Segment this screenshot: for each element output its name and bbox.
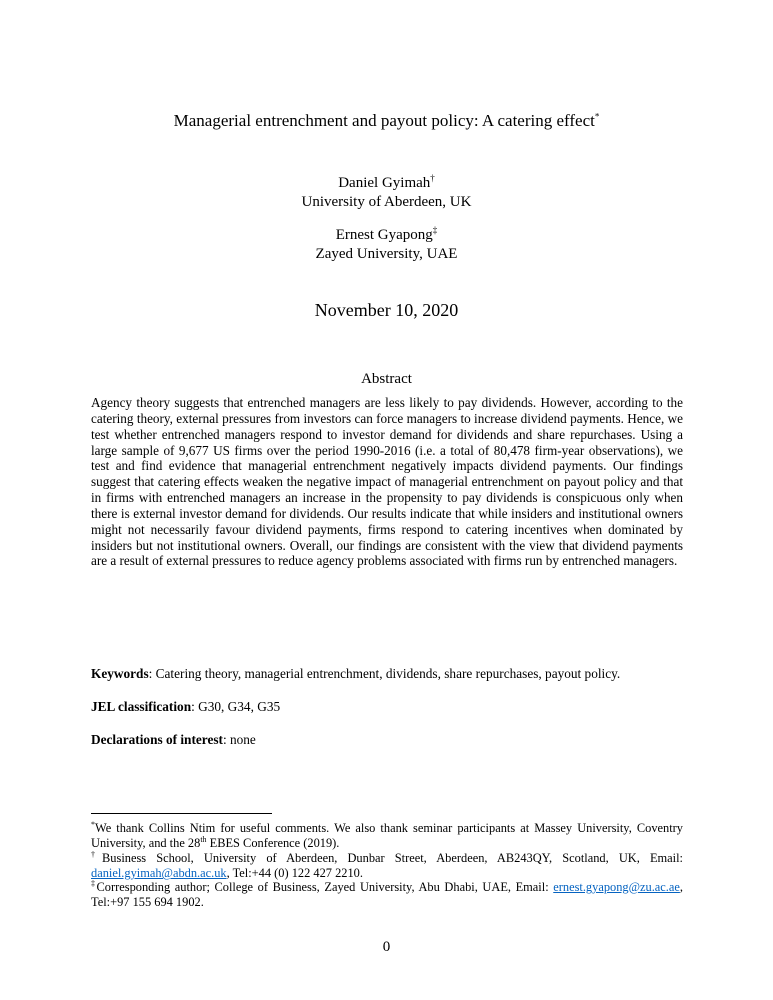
jel-value: : G30, G34, G35	[191, 699, 281, 714]
author-name: Ernest Gyapong	[335, 227, 433, 243]
footnote-text-tail: , Tel:+44 (0) 122 427 2210.	[226, 866, 363, 881]
footnote-2	[91, 851, 683, 882]
author-block-2	[0, 226, 773, 264]
author-footnote-mark: †	[430, 173, 435, 183]
footnote-text: Business School, University of Aberdeen, Dunbar Street, Aberdeen, AB243QY, Scotland, UK, Email:	[102, 851, 684, 865]
email-link[interactable]: daniel.gyimah@abdn.ac.uk	[91, 866, 227, 881]
footnote-text: We thank Collins Ntim for useful comments. We also thank seminar participants at Massey University, Coventry University, and the 28	[91, 821, 683, 851]
page-number: 0	[382, 939, 391, 955]
keywords-value: : Catering theory, managerial entrenchment, dividends, share repurchases, payout policy.	[148, 666, 621, 681]
paper-title	[0, 111, 773, 131]
abstract-heading: Abstract	[361, 371, 412, 387]
keywords-line	[91, 666, 691, 682]
footnote-divider	[91, 813, 272, 814]
author-affiliation: University of Aberdeen, UK	[301, 194, 472, 210]
email-link[interactable]: ernest.gyapong@zu.ac.ae	[553, 880, 680, 894]
declarations-label: Declarations of interest	[91, 732, 223, 747]
footnote-mark: †	[91, 849, 103, 859]
jel-label: JEL classification	[91, 699, 192, 714]
author-footnote-mark: ‡	[432, 225, 438, 235]
abstract-text: Agency theory suggests that entrenched managers are less likely to pay dividends. However, according to the catering theory, external pressures from investors can force managers to increase dividend payments. Hence, we test whether entrenched managers respond to investor demand for dividends and share repurchases. Using a large sample of 9,677 US firms over the period 1990-2016 (i.e. a total of 80,478 firm-year observations), we test and find evidence that managerial entrenchment negatively impacts dividend payments. Our findings suggest that catering effects weaken the negative impact of managerial entrenchment on payout policy and that in firms with entrenched managers an increase in the propensity to pay dividends is conspicuous only when there is external investor demand for dividends. Our results indicate that while insiders and institutional owners might not necessarily favour dividend payments, firms respond to catering incentives when dominated by insiders but not institutional owners. Overall, our findings are consistent with the view that dividend payments are a result of external pressures to reduce agency problems associated with firms run by entrenched managers.	[91, 395, 683, 569]
footnote-mark: ‡	[91, 878, 97, 888]
footnote-3	[91, 880, 683, 911]
footnote-text-tail: , Tel:+97 155 694 1902.	[91, 880, 684, 910]
jel-line	[91, 699, 691, 715]
ordinal-suffix: th	[200, 835, 207, 845]
title-text: Managerial entrenchment and payout policy: A catering effect	[173, 111, 595, 130]
author-name: Daniel Gyimah	[338, 175, 431, 191]
declarations-line	[91, 732, 691, 748]
footnote-mark: *	[91, 819, 95, 829]
footnote-text-tail: EBES Conference (2019).	[206, 836, 340, 851]
footnote-text: Corresponding author; College of Business, Zayed University, Abu Dhabi, UAE, Email:	[96, 880, 554, 894]
declarations-value: : none	[222, 732, 256, 747]
title-footnote-mark: *	[594, 111, 600, 122]
author-block-1	[0, 174, 773, 212]
paper-date: November 10, 2020	[314, 300, 459, 320]
author-affiliation: Zayed University, UAE	[315, 246, 458, 262]
footnote-1	[91, 821, 683, 852]
keywords-label: Keywords	[91, 666, 149, 681]
